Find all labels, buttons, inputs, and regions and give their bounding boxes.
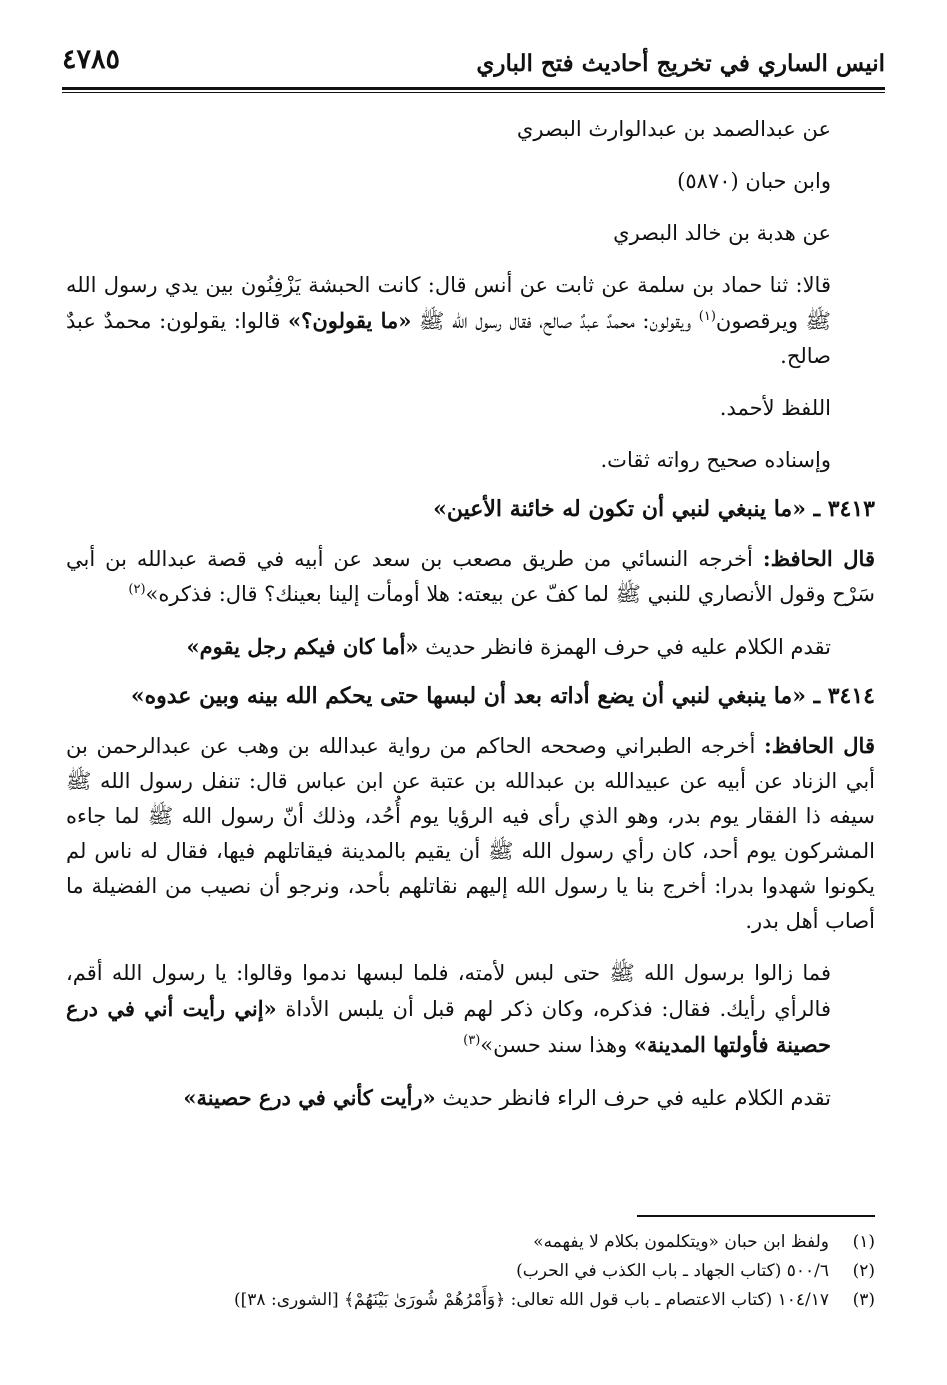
quote-bold: «أما كان فيكم رجل يقوم» [186,634,419,659]
quote-bold: «رأيت كأني في درع حصينة» [183,1085,436,1110]
paragraph [66,629,875,665]
section-heading: ٣٤١٣ ـ «ما ينبغي لنبي أن تكون له خائنة الأعين» [433,496,875,522]
quote-bold: «إني رأيت أني في درع حصينة فأولتها المدينة» [66,996,831,1057]
footnote-number: (٢) [852,1261,875,1281]
paragraph: اللفظ لأحمد. [719,396,831,420]
hadith-paragraph [66,268,875,374]
page-header [62,40,885,84]
paragraph: وإسناده صحيح رواته ثقات. [600,448,831,472]
footnote-number: (٣) [852,1290,875,1310]
footnote-text: ١٠٤/١٧ (كتاب الاعتصام ـ باب قول الله تعالى: ﴿وَأَمْرُهُمْ شُورَىٰ بَيْنَهُمْ﴾ [الشورى: ٣٨]) [234,1290,829,1310]
paragraph: عن عبدالصمد بن عبدالوارث البصري [516,117,831,141]
text-run: وهذا سند حسن» [480,1033,634,1057]
footnote-number: (١) [852,1232,875,1252]
footnote [66,1286,875,1315]
footnote [66,1228,875,1257]
text-run: قالا: ثنا حماد بن سلمة عن ثابت عن أنس قال: كانت الحبشة يَزْفِنُون بين يدي رسول الله ﷺ ويرقصون [66,273,831,333]
text-run: أخرجه الطبراني وصححه الحاكم من رواية عبدالله بن وهب عن عبدالرحمن بن أبي الزناد عن أبيه عن عبيدالله بن عبدالله بن عتبة عن ابن عباس قال: تنفل رسول الله ﷺ سيفه ذا الفقار يوم بدر، وهو الذي رأى فيه الرؤيا يوم أُحُد، وذلك أنّ رسول الله ﷺ لما جاءه المشركون يوم أحد، كان رأي رسول الله ﷺ أن يقيم بالمدينة فيقاتلهم فيها، فقال له ناس لم يكونوا شهدوا بدرا: أخرج بنا يا رسول الله إليهم نقاتلهم بأحد، ونرجو أن نصيب من الفضيلة ما أصاب أهل بدر. [66,734,875,933]
paragraph [66,728,875,939]
text-run: ويقولون: محمدٌ عبدٌ صالح، فقال رسول الله ﷺ [411,309,699,333]
footnote-ref: (٣) [463,1033,481,1048]
paragraph [66,1080,875,1116]
hafiz-label: قال الحافظ: [762,546,875,571]
book-title: انيس الساري في تخريج أحاديث فتح الباري [476,50,885,77]
text-run: فما زالوا برسول الله ﷺ حتى لبس لأمته، فلما لبسها ندموا وقالوا: يا رسول الله أقم، فالرأي رأيك. فقال: فذكره، وكان ذكر لهم قبل أن يلبس الأداة [66,961,831,1021]
text-run: أخرجه النسائي من طريق مصعب بن سعد عن أبيه في قصة عبدالله بن أبي سَرْح وقول الأنصاري للنبي ﷺ لما كفّ عن بيعته: هلا أومأت إلينا بعينك؟ قال: فذكره» [66,547,875,606]
footnote-text: ٥٠٠/٦ (كتاب الجهاد ـ باب الكذب في الحرب) [516,1261,829,1281]
paragraph [66,541,875,612]
page-body [66,112,875,1116]
text-run: تقدم الكلام عليه في حرف الراء فانظر حديث [435,1086,831,1110]
footnote-ref: (١) [698,309,716,324]
footnote-text: ولفظ ابن حبان «ويتكلمون بكلام لا يفهمه» [533,1232,829,1252]
text-run: تقدم الكلام عليه في حرف الهمزة فانظر حديث [418,635,831,659]
paragraph: عن هدبة بن خالد البصري [613,221,831,245]
section-heading: ٣٤١٤ ـ «ما ينبغي لنبي أن يضع أداته بعد أن لبسها حتى يحكم الله بينه وبين عدوه» [130,683,875,709]
header-rule-thin [62,92,885,93]
paragraph [66,956,875,1063]
footnote-ref: (٢) [128,582,146,597]
footnote-rule [637,1215,875,1217]
footnote [66,1257,875,1286]
hafiz-label: قال الحافظ: [764,733,875,758]
paragraph: وابن حبان (٥٨٧٠) [677,169,831,193]
quote-bold: «ما يقولون؟» [288,308,412,333]
page-number: ٤٧٨٥ [62,44,121,75]
footnotes [66,1228,875,1315]
header-rule [62,87,885,90]
text-run: قالوا: يقولون: محمدٌ عبدٌ صالح. [66,309,831,368]
